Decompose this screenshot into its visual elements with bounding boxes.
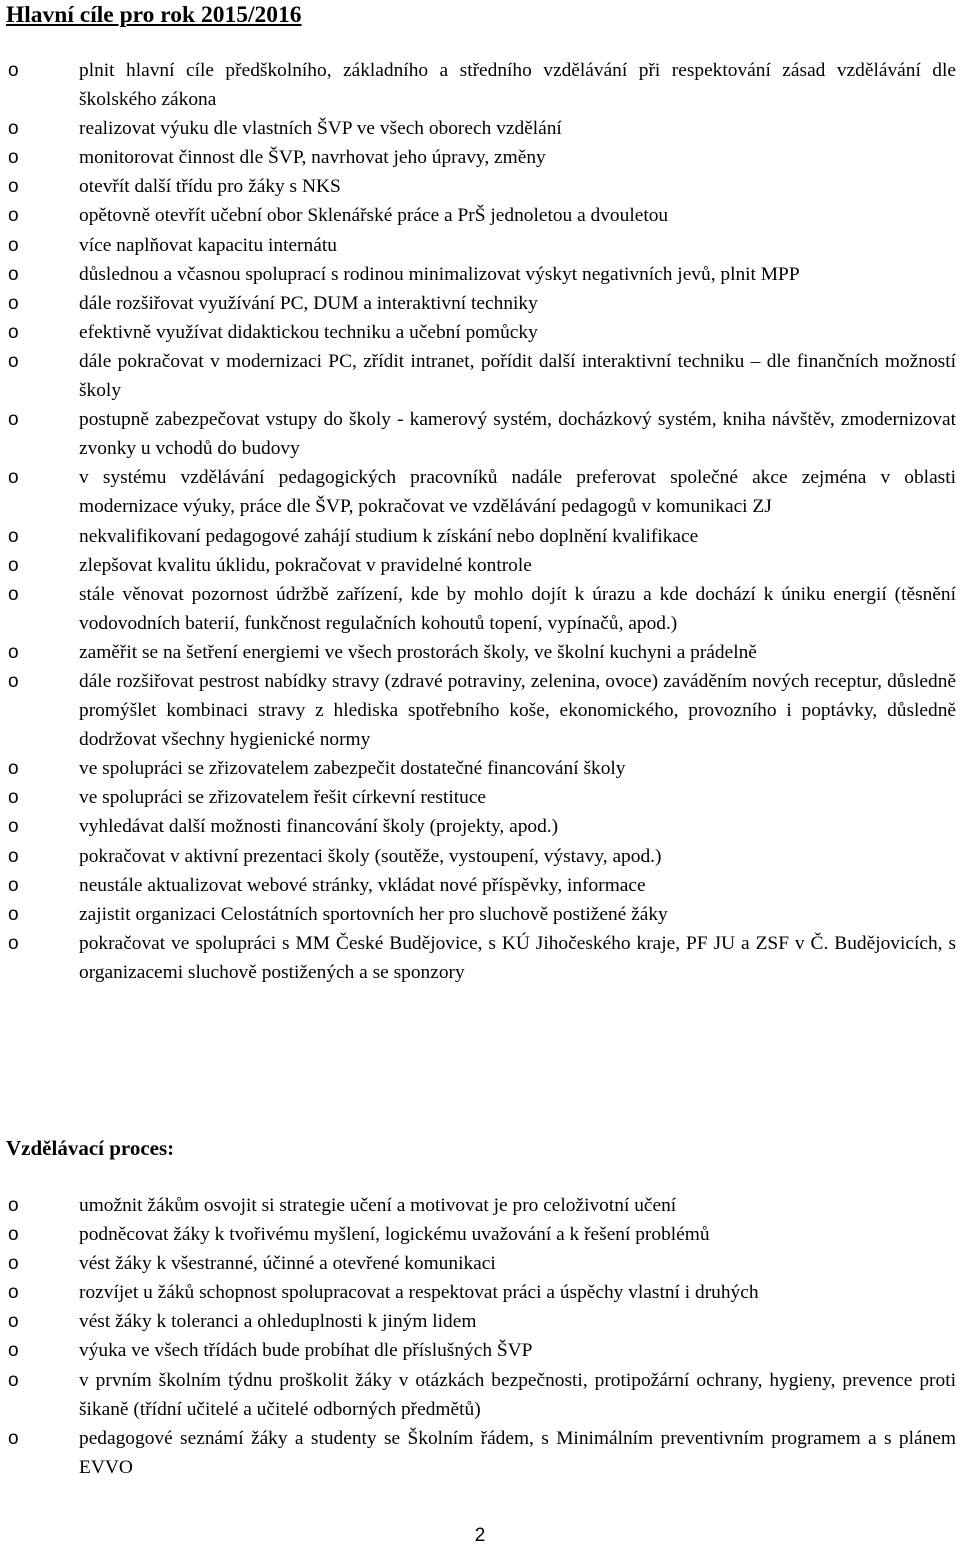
goal-text: neustále aktualizovat webové stránky, vkládat nové příspěvky, informace	[79, 874, 646, 896]
bullet-marker: o	[8, 409, 19, 431]
bullet-marker: o	[8, 845, 19, 867]
goal-item	[0, 551, 960, 580]
bullet-marker: o	[8, 525, 19, 547]
goal-text: otevřít další třídu pro žáky s NKS	[79, 176, 341, 198]
bullet-marker: o	[8, 147, 19, 169]
goal-text: ve spolupráci se zřizovatelem zabezpečit dostatečné financování školy	[79, 758, 626, 780]
bullet-marker: o	[8, 1282, 19, 1304]
goal-item	[0, 231, 960, 260]
goal-text: efektivně využívat didaktickou techniku a učební pomůcky	[79, 321, 538, 343]
bullet-marker: o	[8, 932, 19, 954]
goal-item	[0, 783, 960, 812]
goal-text: nekvalifikovaní pedagogové zahájí studium k získání nebo doplnění kvalifikace	[79, 525, 699, 547]
goal-item	[0, 114, 960, 143]
bullet-marker: o	[8, 118, 19, 140]
goal-text: plnit hlavní cíle předškolního, základního a středního vzdělávání při respektování zásad vzdělávání dle školského zákona	[79, 60, 956, 111]
goal-item	[0, 871, 960, 900]
education-item	[0, 1220, 960, 1249]
goal-item	[0, 289, 960, 318]
education-item	[0, 1278, 960, 1307]
bullet-marker: o	[8, 467, 19, 489]
education-text: vést žáky k všestranné, účinné a otevřené komunikaci	[79, 1253, 496, 1275]
goal-text: zlepšovat kvalitu úklidu, pokračovat v pravidelné kontrole	[79, 554, 532, 576]
goal-item	[0, 56, 960, 114]
goal-text: dále pokračovat v modernizaci PC, zřídit intranet, pořídit další interaktivní techniku – dle finančních možností školy	[79, 350, 956, 402]
bullet-marker: o	[8, 1311, 19, 1333]
goal-text: postupně zabezpečovat vstupy do školy - kamerový systém, docházkový systém, kniha návštěv, zmodernizovat zvonky u vchodů do budovy	[79, 409, 956, 460]
education-text: výuka ve všech třídách bude probíhat dle příslušných ŠVP	[79, 1340, 533, 1362]
page-number: 2	[474, 1525, 486, 1546]
goal-item	[0, 463, 960, 521]
goal-text: opětovně otevřít učební obor Sklenářské práce a PrŠ jednoletou a dvouletou	[79, 205, 669, 227]
education-text: podněcovat žáky k tvořivému myšlení, logickému uvažování a k řešení problémů	[79, 1224, 710, 1246]
bullet-marker: o	[8, 263, 19, 285]
goal-item	[0, 522, 960, 551]
page-title: Hlavní cíle pro rok 2015/2016	[6, 2, 302, 28]
goal-text: v systému vzdělávání pedagogických pracovníků nadále preferovat společné akce zejména v oblasti modernizace výuky, práce dle ŠVP, pokračovat ve vzdělávání pedagogů v komunikaci ZJ	[79, 467, 956, 518]
goal-text: stále věnovat pozornost údržbě zařízení, kde by mohlo dojít k úrazu a kde dochází k úniku energií (těsnění vodovodních baterií, funkčnost regulačních kohoutů topení, vypínačů, apod.)	[79, 583, 956, 634]
bullet-marker: o	[8, 292, 19, 314]
bullet-marker: o	[8, 1369, 19, 1391]
education-item	[0, 1307, 960, 1336]
goal-text: pokračovat ve spolupráci s MM České Budějovice, s KÚ Jihočeského kraje, PF JU a ZSF v Č. Budějovicích, s organizacemi sluchově postižených a se sponzory	[79, 932, 956, 983]
goal-item	[0, 667, 960, 754]
goal-item	[0, 842, 960, 871]
education-text: rozvíjet u žáků schopnost spolupracovat a respektovat práci a úspěchy vlastní i druhých	[79, 1282, 759, 1304]
bullet-marker: o	[8, 787, 19, 809]
bullet-marker: o	[8, 1195, 19, 1216]
goal-text: důslednou a včasnou spoluprací s rodinou minimalizovat výskyt negativních jevů, plnit MPP	[79, 263, 800, 285]
goal-text: monitorovat činnost dle ŠVP, navrhovat jeho úpravy, změny	[79, 147, 546, 169]
goal-text: dále rozšiřovat využívání PC, DUM a interaktivní techniky	[79, 292, 538, 314]
bullet-marker: o	[8, 816, 19, 838]
education-item	[0, 1424, 960, 1482]
goal-item	[0, 754, 960, 783]
goal-item	[0, 143, 960, 172]
goal-text: pokračovat v aktivní prezentaci školy (soutěže, vystoupení, výstavy, apod.)	[79, 845, 662, 867]
bullet-marker: o	[8, 1427, 19, 1449]
bullet-marker: o	[8, 1224, 19, 1246]
goal-item	[0, 580, 960, 638]
bullet-marker: o	[8, 205, 19, 227]
bullet-marker: o	[8, 554, 19, 576]
education-text: pedagogové seznámí žáky a studenty se Školním řádem, s Minimálním preventivním programem a s plánem EVVO	[79, 1427, 956, 1478]
bullet-marker: o	[8, 874, 19, 896]
bullet-marker: o	[8, 1340, 19, 1362]
education-item	[0, 1249, 960, 1278]
section-heading-education: Vzdělávací proces:	[6, 1136, 175, 1160]
education-text: umožnit žákům osvojit si strategie učení a motivovat je pro celoživotní učení	[79, 1195, 677, 1216]
bullet-marker: o	[8, 60, 19, 81]
goal-item	[0, 900, 960, 929]
goal-text: ve spolupráci se zřizovatelem řešit církevní restituce	[79, 787, 487, 809]
bullet-marker: o	[8, 350, 19, 372]
goal-item	[0, 812, 960, 841]
education-process-list	[0, 1191, 960, 1482]
education-item	[0, 1191, 960, 1220]
goal-text: realizovat výuku dle vlastních ŠVP ve všech oborech vzdělání	[79, 118, 562, 140]
goal-text: zajistit organizaci Celostátních sportovních her pro sluchově postižené žáky	[79, 903, 668, 925]
goal-item	[0, 929, 960, 987]
education-text: vést žáky k toleranci a ohleduplnosti k jiným lidem	[79, 1311, 477, 1333]
bullet-marker: o	[8, 234, 19, 256]
bullet-marker: o	[8, 670, 19, 692]
main-goals-list	[0, 56, 960, 987]
education-item	[0, 1336, 960, 1365]
goal-text: zaměřit se na šetření energiemi ve všech prostorách školy, ve školní kuchyni a prádelně	[79, 641, 757, 663]
goal-item	[0, 405, 960, 463]
goal-item	[0, 172, 960, 201]
education-item	[0, 1366, 960, 1424]
bullet-marker: o	[8, 1253, 19, 1275]
goal-item	[0, 347, 960, 405]
bullet-marker: o	[8, 758, 19, 780]
goal-item	[0, 201, 960, 230]
goal-text: vyhledávat další možnosti financování školy (projekty, apod.)	[79, 816, 559, 838]
bullet-marker: o	[8, 321, 19, 343]
education-text: v prvním školním týdnu proškolit žáky v otázkách bezpečnosti, protipožární ochrany, hygieny, prevence proti šikaně (třídní učitelé a učitelé odborných předmětů)	[79, 1369, 956, 1420]
bullet-marker: o	[8, 641, 19, 663]
goal-text: dále rozšiřovat pestrost nabídky stravy (zdravé potraviny, zelenina, ovoce) zaváděním nových receptur, důsledně promýšlet kombinaci stravy z hlediska spotřebního koše, ekonomického, provozního i poptávky, důsledně dodržovat všechny hygienické normy	[79, 670, 956, 751]
goal-text: více naplňovat kapacitu internátu	[79, 234, 337, 256]
goal-item	[0, 260, 960, 289]
bullet-marker: o	[8, 903, 19, 925]
goal-item	[0, 318, 960, 347]
goal-item	[0, 638, 960, 667]
bullet-marker: o	[8, 583, 19, 605]
bullet-marker: o	[8, 176, 19, 198]
